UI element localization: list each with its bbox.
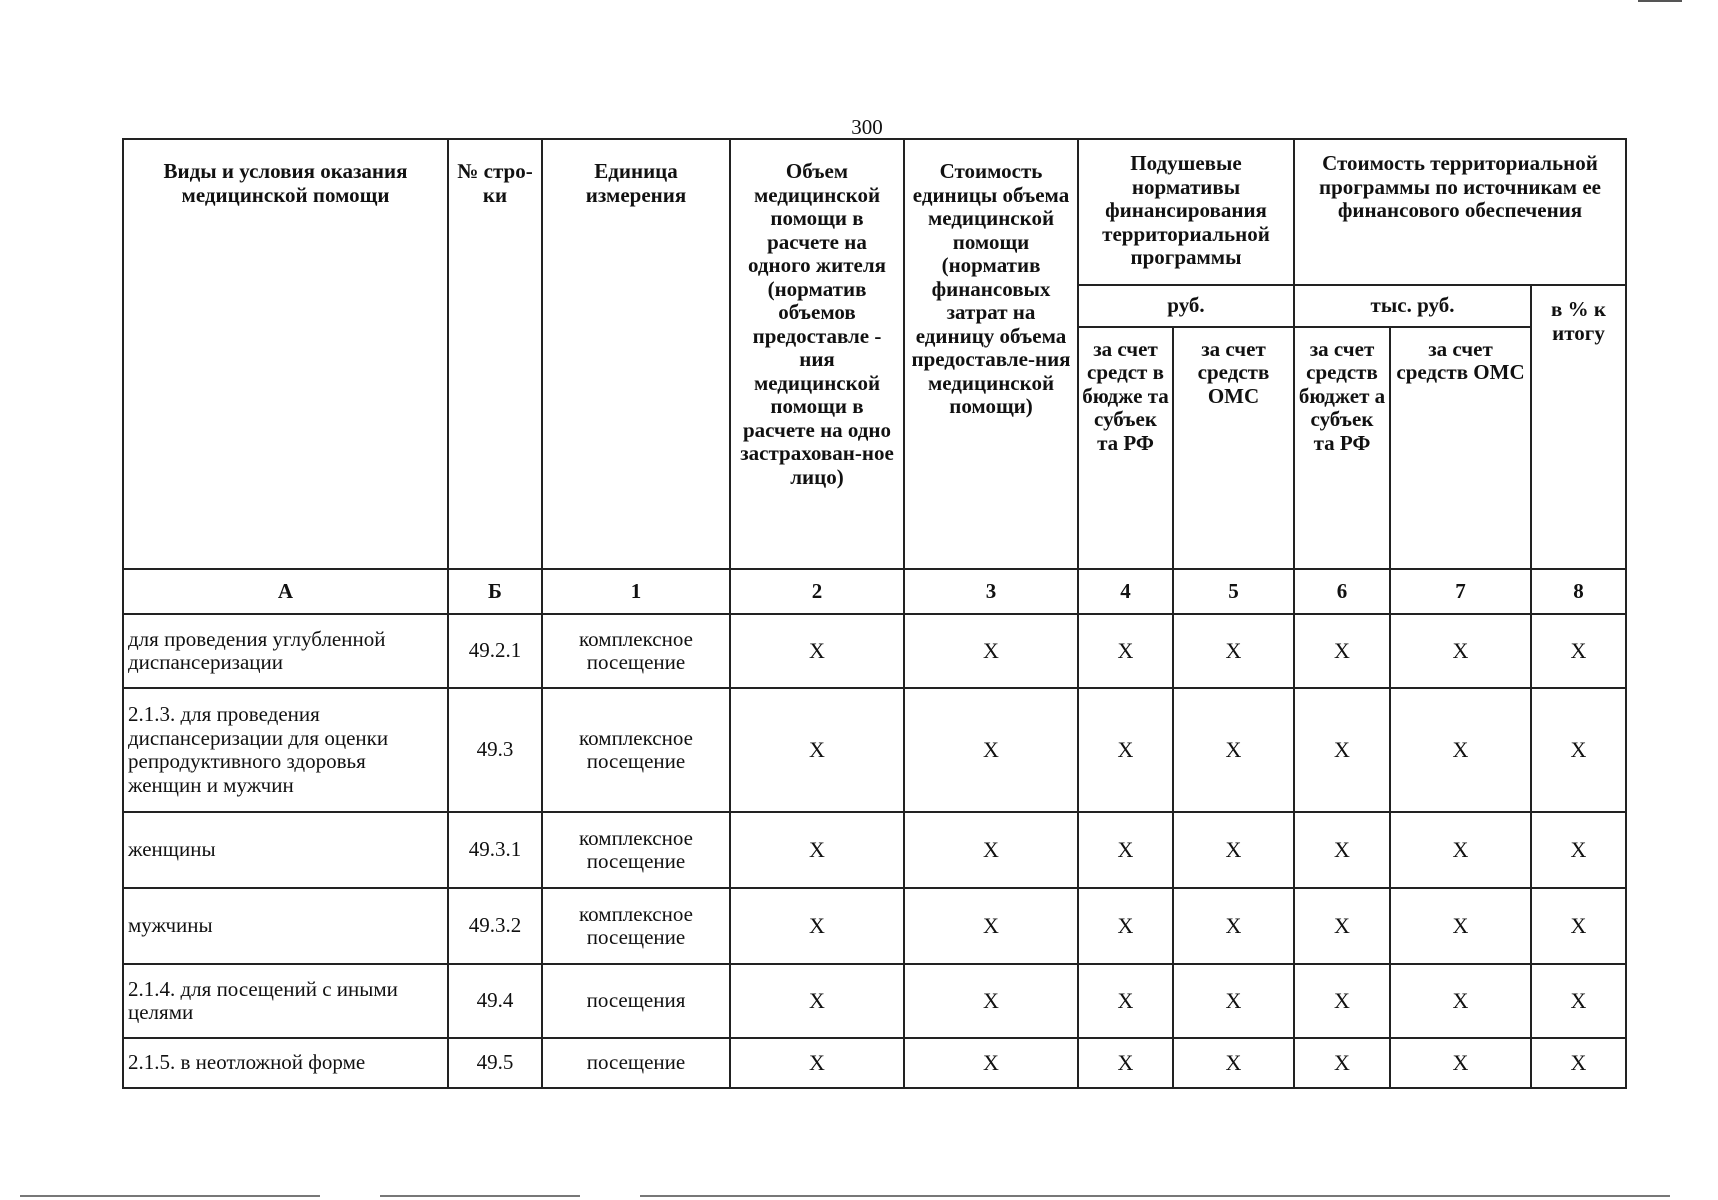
header-group-cost: Стоимость территориальной программы по источникам ее финансового обеспечения bbox=[1294, 139, 1626, 285]
table-row bbox=[123, 812, 1626, 888]
table-row bbox=[123, 888, 1626, 964]
cell-value: X bbox=[730, 964, 904, 1038]
header-col-8: в % к итогу bbox=[1531, 285, 1626, 569]
cell-value: X bbox=[1294, 812, 1390, 888]
header-col-5: за счет средств ОМС bbox=[1173, 327, 1294, 569]
cell-value: X bbox=[1294, 964, 1390, 1038]
cell-value: X bbox=[1390, 1038, 1531, 1088]
scan-artifact-line bbox=[380, 1195, 580, 1197]
cell-value: X bbox=[1078, 964, 1173, 1038]
row-unit: комплексное посещение bbox=[542, 812, 730, 888]
column-number: 8 bbox=[1531, 569, 1626, 615]
row-unit: комплексное посещение bbox=[542, 888, 730, 964]
cell-value: X bbox=[1173, 688, 1294, 812]
column-number: 6 bbox=[1294, 569, 1390, 615]
header-col-4: за счет средст в бюдже та субъек та РФ bbox=[1078, 327, 1173, 569]
cell-value: X bbox=[1531, 888, 1626, 964]
table-row bbox=[123, 614, 1626, 688]
scan-artifact-line bbox=[640, 1195, 1670, 1197]
table-row bbox=[123, 688, 1626, 812]
cell-value: X bbox=[904, 888, 1078, 964]
row-line-number: 49.4 bbox=[448, 964, 542, 1038]
cell-value: X bbox=[1173, 964, 1294, 1038]
row-unit: посещения bbox=[542, 964, 730, 1038]
financing-table bbox=[122, 138, 1627, 1089]
cell-value: X bbox=[1531, 614, 1626, 688]
column-number: 2 bbox=[730, 569, 904, 615]
row-name: 2.1.4. для посещений с иными целями bbox=[123, 964, 448, 1038]
column-number: 5 bbox=[1173, 569, 1294, 615]
cell-value: X bbox=[1531, 688, 1626, 812]
row-unit: посещение bbox=[542, 1038, 730, 1088]
table-row bbox=[123, 1038, 1626, 1088]
column-number: 1 bbox=[542, 569, 730, 615]
row-unit: комплексное посещение bbox=[542, 614, 730, 688]
cell-value: X bbox=[1294, 614, 1390, 688]
header-col-a: Виды и условия оказания медицинской помощи bbox=[123, 139, 448, 569]
cell-value: X bbox=[730, 888, 904, 964]
cell-value: X bbox=[1078, 1038, 1173, 1088]
cell-value: X bbox=[904, 614, 1078, 688]
header-row-1 bbox=[123, 139, 1626, 285]
cell-value: X bbox=[1390, 964, 1531, 1038]
cell-value: X bbox=[1390, 688, 1531, 812]
cell-value: X bbox=[1078, 812, 1173, 888]
column-number-row bbox=[123, 569, 1626, 615]
row-line-number: 49.5 bbox=[448, 1038, 542, 1088]
table-row bbox=[123, 964, 1626, 1038]
cell-value: X bbox=[1294, 1038, 1390, 1088]
cell-value: X bbox=[1078, 614, 1173, 688]
cell-value: X bbox=[904, 812, 1078, 888]
cell-value: X bbox=[1078, 888, 1173, 964]
header-group-per-capita: Подушевые нормативы финансирования территориальной программы bbox=[1078, 139, 1294, 285]
header-col-1: Единица измерения bbox=[542, 139, 730, 569]
cell-value: X bbox=[904, 1038, 1078, 1088]
cell-value: X bbox=[1078, 688, 1173, 812]
row-line-number: 49.3.2 bbox=[448, 888, 542, 964]
header-unit-rub: руб. bbox=[1078, 285, 1294, 327]
row-line-number: 49.3 bbox=[448, 688, 542, 812]
cell-value: X bbox=[1390, 812, 1531, 888]
cell-value: X bbox=[1390, 614, 1531, 688]
row-name: женщины bbox=[123, 812, 448, 888]
header-col-b: № стро-ки bbox=[448, 139, 542, 569]
row-name: 2.1.5. в неотложной форме bbox=[123, 1038, 448, 1088]
row-line-number: 49.2.1 bbox=[448, 614, 542, 688]
scan-artifact-line bbox=[20, 1195, 320, 1197]
cell-value: X bbox=[1294, 688, 1390, 812]
header-col-2: Объем медицинской помощи в расчете на одного жителя (норматив объемов предоставле - ния медицинской помощи в расчете на одно застрахован-ное лицо) bbox=[730, 139, 904, 569]
cell-value: X bbox=[904, 964, 1078, 1038]
cell-value: X bbox=[1173, 812, 1294, 888]
cell-value: X bbox=[1531, 812, 1626, 888]
row-name: 2.1.3. для проведения диспансеризации для оценки репродуктивного здоровья женщин и мужчин bbox=[123, 688, 448, 812]
column-number: 7 bbox=[1390, 569, 1531, 615]
header-col-3: Стоимость единицы объема медицинской помощи (норматив финансовых затрат на единицу объема предоставле-ния медицинской помощи) bbox=[904, 139, 1078, 569]
cell-value: X bbox=[730, 614, 904, 688]
cell-value: X bbox=[1173, 888, 1294, 964]
header-col-7: за счет средств ОМС bbox=[1390, 327, 1531, 569]
row-line-number: 49.3.1 bbox=[448, 812, 542, 888]
column-number: Б bbox=[448, 569, 542, 615]
page-number: 300 bbox=[851, 115, 883, 139]
cell-value: X bbox=[1531, 964, 1626, 1038]
cell-value: X bbox=[1531, 1038, 1626, 1088]
header-unit-thousand-rub: тыс. руб. bbox=[1294, 285, 1531, 327]
header-col-6: за счет средств бюджет а субъек та РФ bbox=[1294, 327, 1390, 569]
cell-value: X bbox=[730, 1038, 904, 1088]
column-number: А bbox=[123, 569, 448, 615]
cell-value: X bbox=[1390, 888, 1531, 964]
cell-value: X bbox=[1173, 614, 1294, 688]
cell-value: X bbox=[904, 688, 1078, 812]
row-name: для проведения углубленной диспансеризации bbox=[123, 614, 448, 688]
column-number: 4 bbox=[1078, 569, 1173, 615]
column-number: 3 bbox=[904, 569, 1078, 615]
scan-artifact-line bbox=[1638, 0, 1682, 2]
cell-value: X bbox=[730, 688, 904, 812]
row-name: мужчины bbox=[123, 888, 448, 964]
cell-value: X bbox=[1173, 1038, 1294, 1088]
cell-value: X bbox=[1294, 888, 1390, 964]
cell-value: X bbox=[730, 812, 904, 888]
row-unit: комплексное посещение bbox=[542, 688, 730, 812]
